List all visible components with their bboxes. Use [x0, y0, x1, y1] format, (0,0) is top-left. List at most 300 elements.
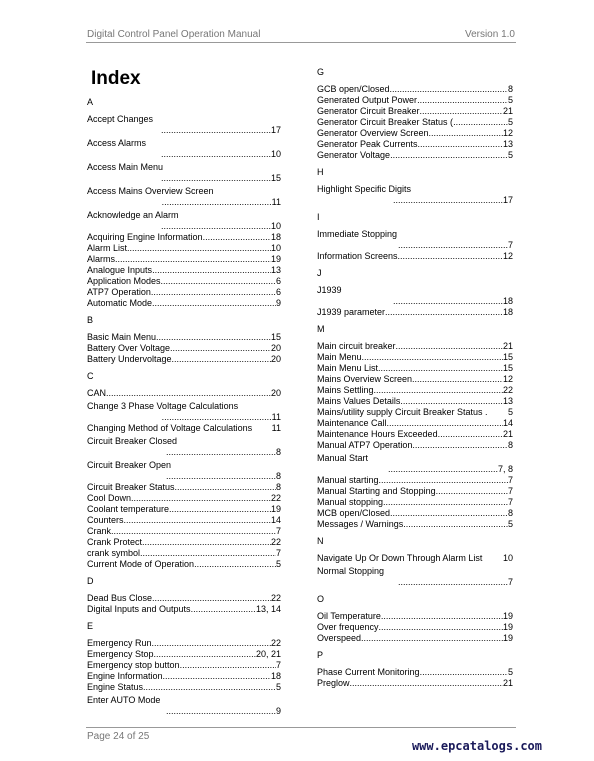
index-entry[interactable]: [87, 138, 281, 160]
index-entry-page: 19: [270, 504, 281, 514]
index-entry-text: Main Menu List: [317, 363, 379, 373]
index-entry-text: Manual Start: [317, 453, 369, 463]
index-entry-page: 7: [507, 497, 513, 507]
index-entry-text: Manual ATP7 Operation: [317, 440, 413, 450]
index-entry-text: Crank: [87, 526, 112, 536]
index-entry-page: 15: [502, 363, 513, 373]
dot-leader: [140, 548, 276, 559]
header-version: Version 1.0: [464, 29, 515, 40]
index-entry-text: CAN: [87, 388, 107, 398]
dot-leader: [438, 429, 503, 440]
index-entry-page: 20, 21: [255, 649, 281, 659]
index-entry-page: 12: [502, 128, 513, 138]
index-entry-text: crank symbol: [87, 548, 141, 558]
index-entry[interactable]: [317, 363, 513, 374]
index-entry-page: 14: [270, 515, 281, 525]
dot-leader: [390, 508, 508, 519]
dot-leader: [162, 412, 272, 423]
index-entry[interactable]: [317, 150, 513, 161]
index-entry-page: 9: [275, 706, 281, 716]
dot-leader: [166, 471, 276, 482]
dot-leader: [161, 221, 271, 232]
dot-leader: [166, 447, 276, 458]
index-entry[interactable]: [317, 184, 513, 206]
dot-leader: [111, 526, 276, 537]
index-section-letter: P: [317, 650, 324, 660]
index-entry-page: 9: [275, 298, 281, 308]
index-entry-page: 7: [507, 486, 513, 496]
index-entry[interactable]: [317, 285, 513, 307]
index-entry[interactable]: [317, 475, 513, 486]
dot-leader: [388, 464, 498, 475]
index-section-letter: J: [317, 268, 322, 278]
dot-leader: [398, 577, 508, 588]
index-entry-text: Mains Settling: [317, 385, 374, 395]
index-entry-text: Change 3 Phase Voltage Calculations: [87, 401, 239, 411]
index-entry[interactable]: [317, 633, 513, 644]
dot-leader: [142, 537, 271, 548]
dot-leader: [169, 504, 271, 515]
index-entry-page: 20: [270, 388, 281, 398]
index-entry[interactable]: [317, 453, 513, 475]
index-entry[interactable]: [87, 114, 281, 136]
index-entry[interactable]: [317, 553, 513, 564]
dot-leader: [180, 660, 276, 671]
dot-leader: [115, 254, 271, 265]
index-entry-text: Counters: [87, 515, 124, 525]
index-section-letter: G: [317, 67, 325, 77]
index-entry[interactable]: [317, 519, 513, 530]
index-entry[interactable]: [317, 667, 513, 678]
dot-leader: [403, 519, 508, 530]
dot-leader: [163, 671, 271, 682]
index-entry-page: 7: [507, 475, 513, 485]
index-entry-text: Acknowledge an Alarm: [87, 210, 179, 220]
index-entry-text: Basic Main Menu: [87, 332, 157, 342]
index-entry[interactable]: [87, 254, 281, 265]
dot-leader: [203, 232, 271, 243]
index-entry-text: Messages / Warnings: [317, 519, 404, 529]
index-entry-page: 7: [275, 526, 281, 536]
index-section-letter: H: [317, 167, 324, 177]
index-entry[interactable]: [87, 482, 281, 493]
dot-leader: [374, 385, 503, 396]
index-entry[interactable]: [87, 436, 281, 458]
index-entry[interactable]: [87, 649, 281, 660]
dot-leader: [381, 611, 503, 622]
index-entry-page: 8: [507, 508, 513, 518]
dot-leader: [393, 195, 503, 206]
index-entry-page: 7: [507, 240, 513, 250]
index-entry[interactable]: [87, 515, 281, 526]
dot-leader: [385, 307, 503, 318]
index-entry-text: Engine Status: [87, 682, 144, 692]
index-entry-text: Coolant temperature: [87, 504, 170, 514]
index-entry[interactable]: [87, 298, 281, 309]
index-entry-page: 18: [502, 307, 513, 317]
index-entry[interactable]: [317, 418, 513, 429]
index-entry-text: Main circuit breaker: [317, 341, 396, 351]
index-entry[interactable]: [87, 276, 281, 287]
dot-leader: [161, 149, 271, 160]
index-entry-text: Access Mains Overview Screen: [87, 186, 214, 196]
index-entry-text: Generator Peak Currents: [317, 139, 418, 149]
index-entry-page: 17: [270, 125, 281, 135]
index-entry[interactable]: [87, 232, 281, 243]
index-entry[interactable]: [87, 604, 281, 615]
index-entry[interactable]: [87, 401, 281, 423]
dot-leader: [172, 354, 271, 365]
index-entry-text: Circuit Breaker Closed: [87, 436, 178, 446]
index-entry-page: 7: [275, 548, 281, 558]
index-entry-page: 8: [275, 447, 281, 457]
index-entry-page: 5: [275, 682, 281, 692]
dot-leader: [151, 287, 276, 298]
index-entry-text: Enter AUTO Mode: [87, 695, 161, 705]
dot-leader: [378, 363, 503, 374]
index-entry-page: 5: [507, 407, 513, 417]
page-title: Index: [91, 68, 141, 89]
dot-leader: [161, 125, 271, 136]
index-entry-text: Automatic Mode: [87, 298, 153, 308]
index-entry-text: Maintenance Hours Exceeded: [317, 429, 438, 439]
index-entry-page: 10: [270, 149, 281, 159]
footer-page-number: Page 24 of 25: [87, 731, 150, 742]
index-entry-text: J1939 parameter: [317, 307, 386, 317]
index-entry[interactable]: [87, 593, 281, 604]
dot-leader: [417, 95, 508, 106]
index-entry[interactable]: [87, 493, 281, 504]
dot-leader: [161, 276, 276, 287]
watermark: www.epcatalogs.com: [411, 739, 542, 753]
index-entry[interactable]: [87, 660, 281, 671]
index-entry-page: 21: [502, 341, 513, 351]
dot-leader: [156, 332, 271, 343]
index-entry-page: 19: [502, 611, 513, 621]
index-entry-text: Mains Values Details: [317, 396, 401, 406]
index-right-column: [317, 67, 513, 689]
index-entry[interactable]: [317, 374, 513, 385]
dot-leader: [152, 265, 271, 276]
index-entry[interactable]: [87, 559, 281, 570]
dot-leader: [154, 649, 256, 660]
index-entry-page: 18: [502, 296, 513, 306]
index-entry[interactable]: [87, 210, 281, 232]
index-entry-page: 19: [270, 254, 281, 264]
index-entry[interactable]: [317, 407, 513, 418]
index-entry[interactable]: [317, 611, 513, 622]
index-entry-page: 5: [275, 559, 281, 569]
index-entry-page: 11: [271, 197, 281, 207]
index-entry[interactable]: [87, 332, 281, 343]
header-rule: [86, 42, 516, 43]
index-entry[interactable]: [317, 440, 513, 451]
index-entry-page: 5: [507, 95, 513, 105]
index-entry[interactable]: [87, 638, 281, 649]
index-entry[interactable]: [87, 287, 281, 298]
dot-leader: [390, 150, 508, 161]
index-entry-text: Preglow: [317, 678, 350, 688]
dot-leader: [420, 106, 503, 117]
dot-leader: [362, 352, 503, 363]
index-entry-page: 22: [270, 593, 281, 603]
index-entry-text: Crank Protect: [87, 537, 143, 547]
index-entry-page: 20: [270, 343, 281, 353]
header-manual-title: Digital Control Panel Operation Manual: [87, 29, 261, 40]
dot-leader: [161, 173, 271, 184]
index-entry[interactable]: [87, 388, 281, 399]
index-entry-text: Alarm List: [87, 243, 128, 253]
index-entry-text: Dead Bus Close: [87, 593, 153, 603]
index-section-letter: B: [87, 315, 94, 325]
index-entry-text: Generator Circuit Breaker: [317, 106, 420, 116]
index-entry[interactable]: [87, 162, 281, 184]
index-entry-page: 10: [502, 553, 513, 563]
index-entry-text: Navigate Up Or Down Through Alarm List: [317, 553, 483, 563]
index-entry-page: 10: [270, 243, 281, 253]
index-entry[interactable]: [87, 265, 281, 276]
index-section-letter: O: [317, 594, 325, 604]
dot-leader: [420, 667, 508, 678]
index-entry-page: 21: [502, 429, 513, 439]
index-entry[interactable]: [317, 341, 513, 352]
dot-leader: [412, 440, 508, 451]
index-entry[interactable]: [87, 537, 281, 548]
dot-leader: [398, 251, 503, 262]
dot-leader: [143, 682, 276, 693]
index-entry-text: Accept Changes: [87, 114, 154, 124]
index-entry-page: 22: [270, 537, 281, 547]
index-entry-page: 18: [270, 671, 281, 681]
index-entry-page: 13: [502, 396, 513, 406]
index-entry[interactable]: [317, 84, 513, 95]
index-entry-page: 22: [502, 385, 513, 395]
index-entry[interactable]: [317, 396, 513, 407]
dot-leader: [162, 197, 272, 208]
index-entry-page: 11: [271, 423, 281, 433]
index-entry[interactable]: [317, 385, 513, 396]
index-entry-page: 21: [502, 106, 513, 116]
index-entry-text: Battery Undervoltage: [87, 354, 172, 364]
index-entry[interactable]: [87, 354, 281, 365]
index-entry[interactable]: [317, 117, 513, 128]
index-entry-text: Generated Output Power: [317, 95, 418, 105]
index-entry-page: 8: [507, 440, 513, 450]
dot-leader: [152, 638, 271, 649]
dot-leader: [453, 117, 508, 128]
index-entry-page: 11: [271, 412, 281, 422]
index-entry-page: 13, 14: [255, 604, 281, 614]
index-entry[interactable]: [317, 352, 513, 363]
dot-leader: [152, 298, 276, 309]
footer-rule: [86, 727, 516, 728]
index-section-letter: C: [87, 371, 94, 381]
dot-leader: [194, 559, 276, 570]
dot-leader: [429, 128, 503, 139]
index-entry-text: Current Mode of Operation: [87, 559, 195, 569]
index-entry-page: 12: [502, 251, 513, 261]
index-entry-text: Changing Method of Voltage Calculations: [87, 423, 253, 433]
index-entry-page: 6: [275, 276, 281, 286]
index-entry-text: Access Alarms: [87, 138, 147, 148]
index-entry[interactable]: [317, 128, 513, 139]
dot-leader: [436, 486, 508, 497]
index-entry-page: 15: [270, 173, 281, 183]
dot-leader: [152, 593, 271, 604]
index-entry-text: ATP7 Operation: [87, 287, 151, 297]
index-entry-page: 8: [507, 84, 513, 94]
index-entry-text: Engine Information: [87, 671, 163, 681]
dot-leader: [127, 243, 271, 254]
index-section-letter: I: [317, 212, 320, 222]
dot-leader: [398, 240, 508, 251]
index-entry-text: Mains/utility supply Circuit Breaker Status .: [317, 407, 488, 417]
index-entry-page: 7, 8: [497, 464, 513, 474]
index-entry-text: Main Menu: [317, 352, 362, 362]
dot-leader: [390, 84, 508, 95]
index-entry[interactable]: [317, 486, 513, 497]
index-entry-text: Generator Circuit Breaker Status (: [317, 117, 454, 127]
dot-leader: [393, 296, 503, 307]
dot-leader: [400, 396, 503, 407]
index-entry-text: Emergency Run: [87, 638, 152, 648]
index-entry-text: Normal Stopping: [317, 566, 385, 576]
dot-leader: [106, 388, 271, 399]
index-entry-text: Information Screens: [317, 251, 398, 261]
index-entry[interactable]: [317, 307, 513, 318]
index-entry-text: Maintenance Call: [317, 418, 387, 428]
index-entry-text: Manual stopping: [317, 497, 384, 507]
index-entry-text: Overspeed: [317, 633, 362, 643]
index-entry-text: Oil Temperature: [317, 611, 381, 621]
index-section-letter: D: [87, 576, 94, 586]
index-entry[interactable]: [317, 95, 513, 106]
index-section-letter: E: [87, 621, 94, 631]
index-entry-page: 10: [270, 221, 281, 231]
dot-leader: [418, 139, 503, 150]
index-entry-text: Immediate Stopping: [317, 229, 398, 239]
dot-leader: [191, 604, 256, 615]
index-entry[interactable]: [87, 526, 281, 537]
index-entry[interactable]: [87, 243, 281, 254]
index-entry[interactable]: [317, 497, 513, 508]
dot-leader: [124, 515, 271, 526]
dot-leader: [361, 633, 503, 644]
index-entry[interactable]: [317, 251, 513, 262]
dot-leader: [379, 622, 503, 633]
index-entry[interactable]: [317, 622, 513, 633]
index-entry-text: Generator Voltage: [317, 150, 391, 160]
index-entry-text: Emergency stop button: [87, 660, 180, 670]
dot-leader: [170, 343, 271, 354]
index-entry-text: J1939: [317, 285, 342, 295]
index-entry-text: MCB open/Closed: [317, 508, 391, 518]
index-entry-page: 19: [502, 633, 513, 643]
index-entry-text: Phase Current Monitoring: [317, 667, 420, 677]
dot-leader: [396, 341, 503, 352]
index-entry-page: 5: [507, 667, 513, 677]
dot-leader: [387, 418, 503, 429]
index-entry-page: 20: [270, 354, 281, 364]
index-entry[interactable]: [317, 139, 513, 150]
index-entry-page: 8: [275, 471, 281, 481]
index-entry[interactable]: [317, 566, 513, 588]
index-entry-text: Manual Starting and Stopping: [317, 486, 436, 496]
index-entry-page: 14: [502, 418, 513, 428]
index-entry-text: Emergency Stop: [87, 649, 154, 659]
index-entry-text: Mains Overview Screen: [317, 374, 413, 384]
index-entry[interactable]: [87, 548, 281, 559]
index-entry-page: 15: [270, 332, 281, 342]
index-entry[interactable]: [87, 504, 281, 515]
index-entry-text: Generator Overview Screen: [317, 128, 429, 138]
index-entry-text: Alarms: [87, 254, 116, 264]
index-entry-text: Access Main Menu: [87, 162, 164, 172]
index-entry-page: 18: [270, 232, 281, 242]
index-entry[interactable]: [87, 423, 281, 434]
index-entry[interactable]: [87, 186, 281, 208]
index-entry-page: 5: [507, 150, 513, 160]
index-entry-page: 19: [502, 622, 513, 632]
index-entry-text: Analogue Inputs: [87, 265, 153, 275]
index-entry-text: Over frequency: [317, 622, 379, 632]
index-entry[interactable]: [87, 671, 281, 682]
index-entry-page: 6: [275, 287, 281, 297]
index-entry-text: Cool Down: [87, 493, 132, 503]
index-entry-page: 7: [507, 577, 513, 587]
index-entry-text: GCB open/Closed: [317, 84, 390, 94]
index-entry-text: Circuit Breaker Open: [87, 460, 172, 470]
index-entry-text: Application Modes: [87, 276, 161, 286]
dot-leader: [412, 374, 503, 385]
index-entry-text: Highlight Specific Digits: [317, 184, 412, 194]
index-entry-page: 17: [502, 195, 513, 205]
index-entry-page: 13: [502, 139, 513, 149]
index-entry-page: 5: [507, 519, 513, 529]
index-entry-text: Digital Inputs and Outputs: [87, 604, 191, 614]
index-entry[interactable]: [87, 460, 281, 482]
index-entry-page: 13: [270, 265, 281, 275]
dot-leader: [131, 493, 271, 504]
index-entry[interactable]: [87, 682, 281, 693]
dot-leader: [383, 497, 508, 508]
dot-leader: [379, 475, 508, 486]
index-entry-page: 5: [507, 117, 513, 127]
index-section-letter: N: [317, 536, 324, 546]
index-section-letter: M: [317, 324, 325, 334]
index-left-column: [87, 97, 281, 717]
index-entry[interactable]: [87, 695, 281, 717]
index-entry[interactable]: [317, 678, 513, 689]
index-entry-text: Acquiring Engine Information: [87, 232, 203, 242]
index-entry[interactable]: [87, 343, 281, 354]
index-entry[interactable]: [317, 106, 513, 117]
index-entry-page: 21: [502, 678, 513, 688]
index-section-letter: A: [87, 97, 94, 107]
index-entry-page: 22: [270, 493, 281, 503]
index-entry-page: 22: [270, 638, 281, 648]
dot-leader: [175, 482, 276, 493]
index-entry-page: 8: [275, 482, 281, 492]
index-entry[interactable]: [317, 229, 513, 251]
index-entry-text: Battery Over Voltage: [87, 343, 171, 353]
index-entry-page: 7: [275, 660, 281, 670]
index-entry[interactable]: [317, 429, 513, 440]
index-entry-page: 12: [502, 374, 513, 384]
dot-leader: [166, 706, 276, 717]
index-entry[interactable]: [317, 508, 513, 519]
dot-leader: [350, 678, 503, 689]
